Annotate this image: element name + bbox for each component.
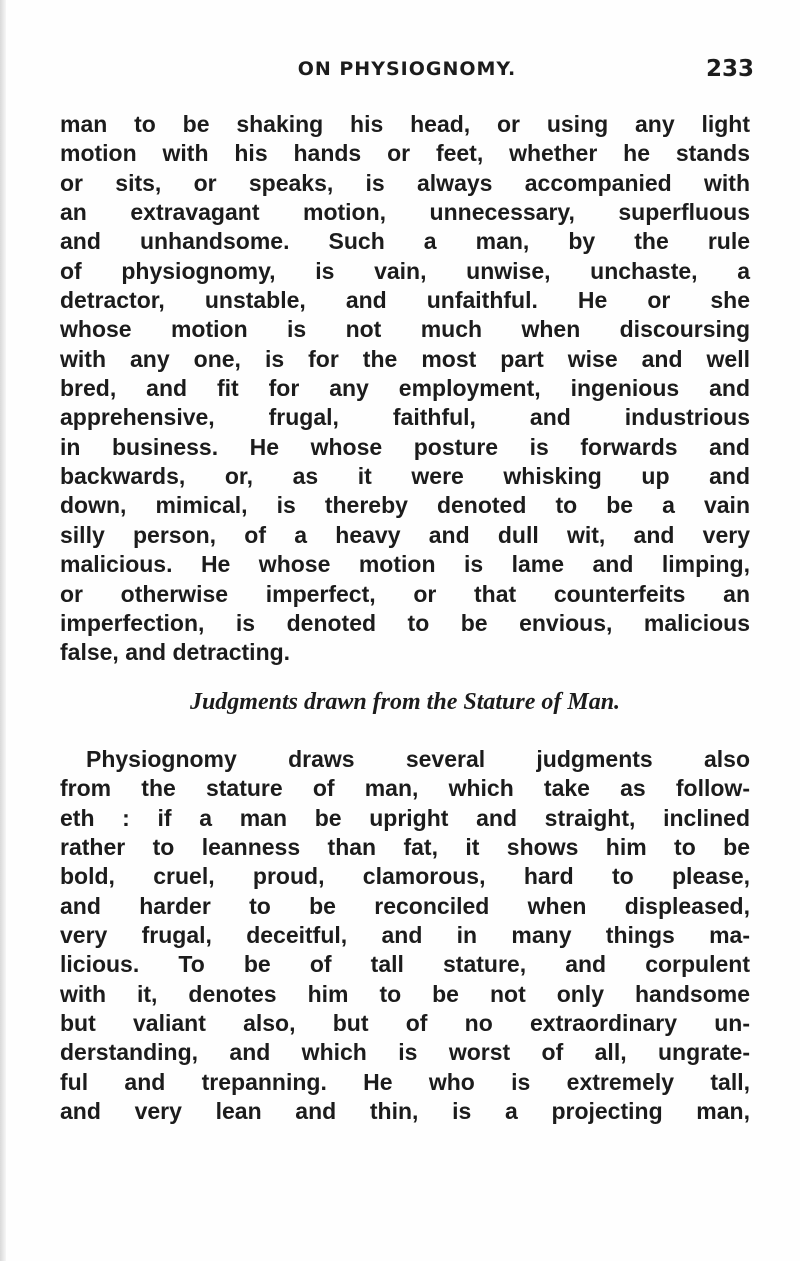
running-head [60,58,754,88]
text-line: motion with his hands or feet, whether he stands [60,140,750,167]
text-line: licious. To be of tall stature, and corpulent [60,951,750,978]
text-line: false, and detracting. [60,639,291,666]
text-line: ful and trepanning. He who is extremely tall, [60,1068,750,1095]
text-line: apprehensive, frugal, faithful, and industrious [60,404,750,431]
text-line: bred, and fit for any employment, ingenious and [60,375,750,402]
text-line: man to be shaking his head, or using any light [60,111,750,137]
text-line: with it, denotes him to be not only handsome [60,980,750,1007]
text-line: and unhandsome. Such a man, by the rule [60,228,750,255]
text-line: imperfection, is denoted to be envious, malicious [60,609,750,636]
text-line: from the stature of man, which take as follow- [60,775,750,802]
text-line: bold, cruel, proud, clamorous, hard to please, [60,863,750,890]
text-line: but valiant also, but of no extraordinary un- [60,1010,750,1037]
page-edge-shadow [0,0,6,1261]
text-line: Physiognomy draws several judgments also [86,746,750,772]
text-line: with any one, is for the most part wise and well [60,345,750,372]
text-line: down, mimical, is thereby denoted to be a vain [60,492,750,519]
text-line: derstanding, and which is worst of all, ungrate- [60,1039,750,1066]
text-line: very frugal, deceitful, and in many things ma- [60,922,750,949]
paragraph-stature [60,745,750,1126]
text-line: whose motion is not much when discoursing [60,316,750,343]
text-line: or sits, or speaks, is always accompanied with [60,169,750,196]
text-line: malicious. He whose motion is lame and limping, [60,551,750,578]
text-line: silly person, of a heavy and dull wit, and very [60,521,750,548]
text-line: in business. He whose posture is forwards and [60,433,750,460]
text-line: an extravagant motion, unnecessary, superfluous [60,199,750,226]
paragraph-motion [60,110,750,668]
text-line: backwards, or, as it were whisking up and [60,463,750,490]
text-line: eth : if a man be upright and straight, inclined [60,804,750,831]
text-line: and very lean and thin, is a projecting man, [60,1098,750,1125]
page-number: 233 [705,56,754,82]
text-line: or otherwise imperfect, or that counterfeits an [60,580,750,607]
text-line: of physiognomy, is vain, unwise, unchaste, a [60,257,750,284]
text-line: and harder to be reconciled when displeased, [60,892,750,919]
section-heading: Judgments drawn from the Stature of Man. [189,689,621,715]
text-line: detractor, unstable, and unfaithful. He or she [60,287,750,314]
text-line: rather to leanness than fat, it shows him to be [60,834,750,861]
running-title: ON PHYSIOGNOMY. [297,58,517,80]
